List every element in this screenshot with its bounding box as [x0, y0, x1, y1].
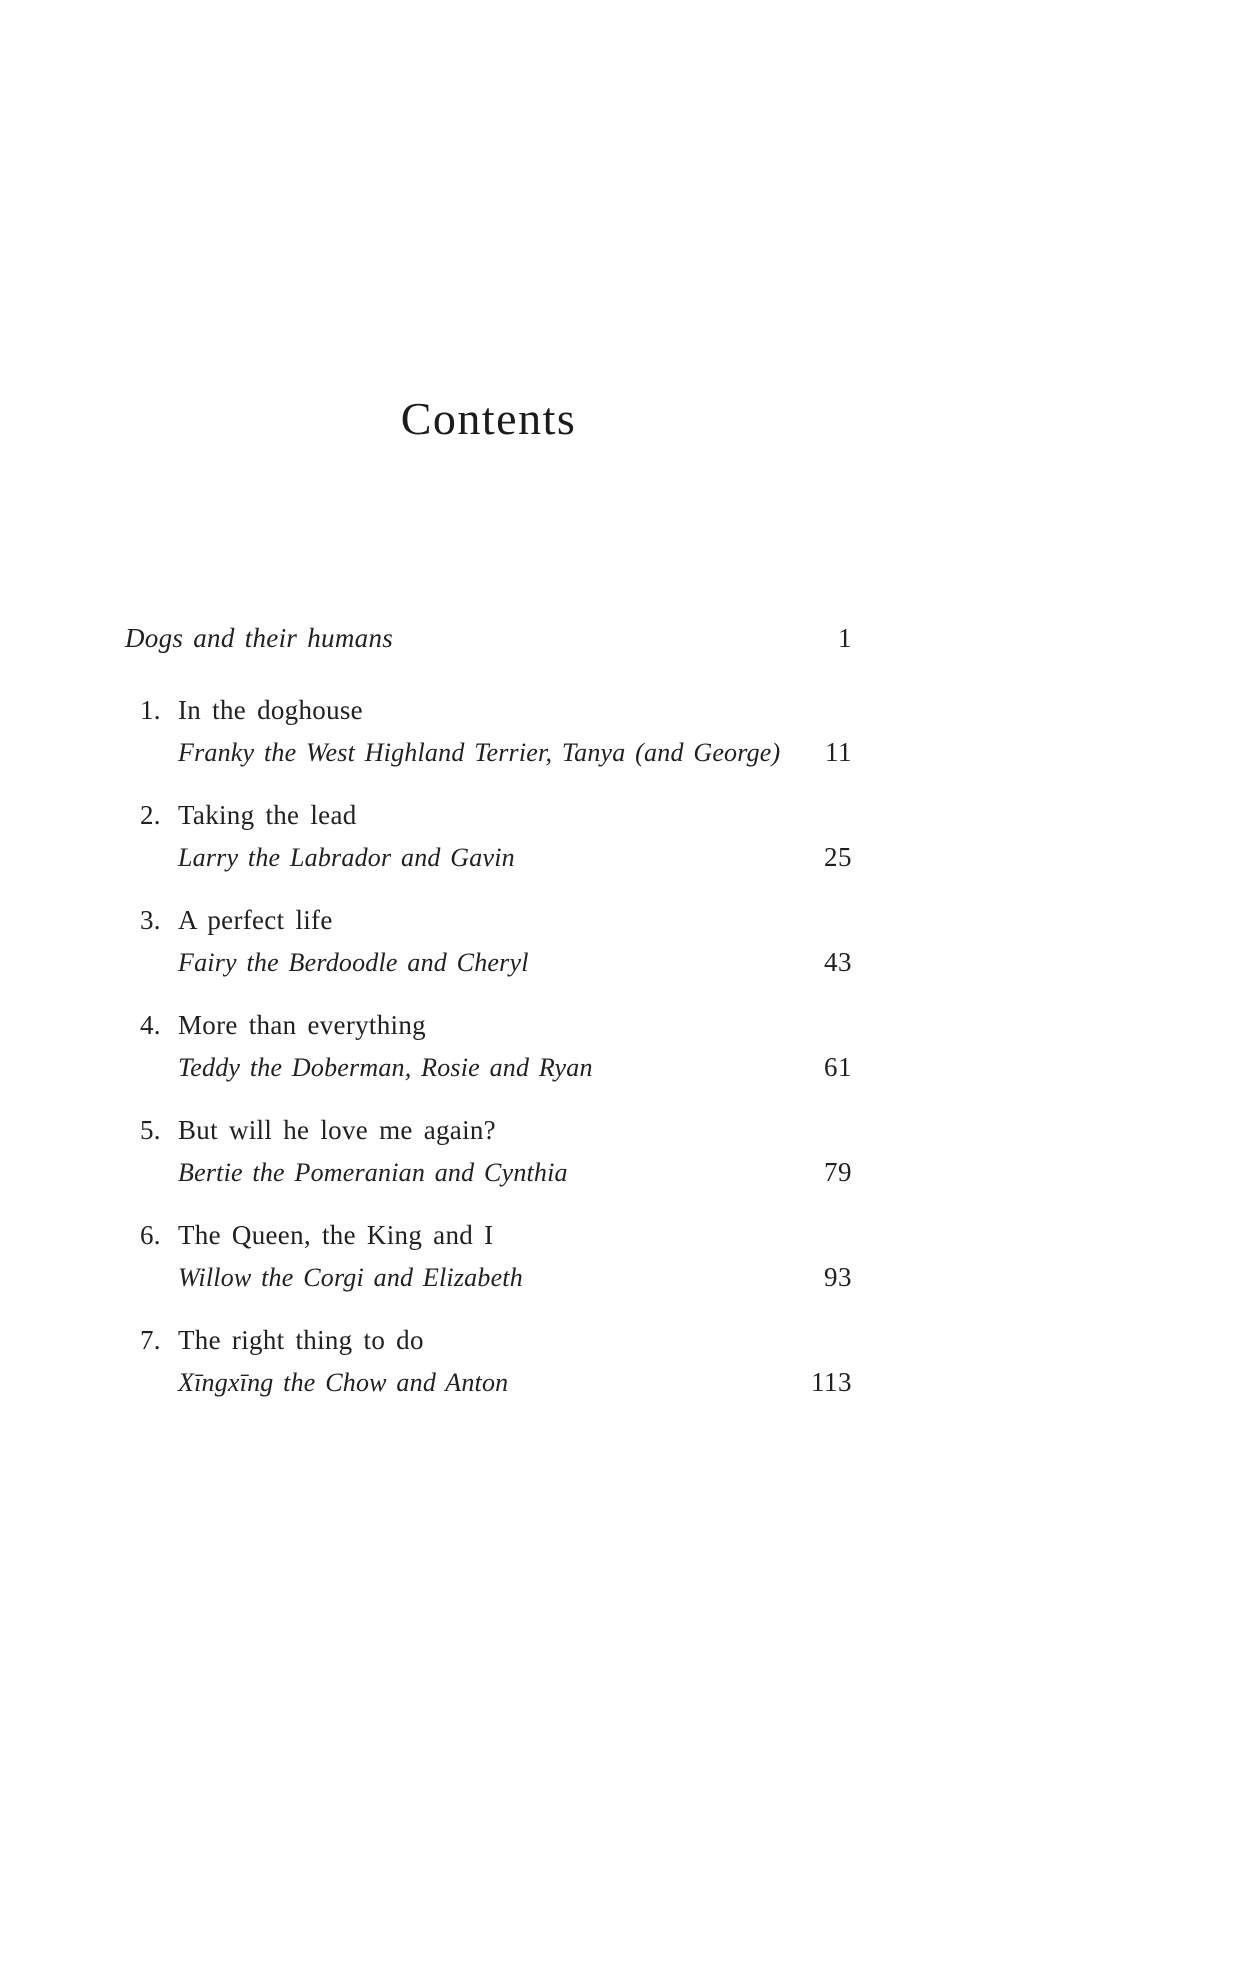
entry-title-row [125, 1004, 852, 1046]
entry-title-row [125, 1109, 852, 1151]
entry-title-row [125, 899, 852, 941]
entry-title-row [125, 1214, 852, 1256]
entry-title-row [125, 794, 852, 836]
toc-entry [125, 1004, 852, 1089]
entry-subtitle-row [125, 1361, 852, 1404]
entry-title: In the doghouse [178, 695, 363, 725]
entry-number: 5. [140, 1115, 161, 1145]
toc-intro-page-number: 1 [838, 623, 852, 653]
entry-title: But will he love me again? [178, 1115, 496, 1145]
entry-number: 7. [140, 1325, 161, 1355]
toc-entry [125, 689, 852, 774]
entry-page-number: 11 [825, 737, 852, 767]
entry-page-number: 61 [824, 1052, 852, 1082]
entry-subtitle: Bertie the Pomeranian and Cynthia [178, 1158, 568, 1187]
entry-page-number: 113 [811, 1367, 852, 1397]
entry-title: The right thing to do [178, 1325, 424, 1355]
entry-number: 4. [140, 1010, 161, 1040]
entry-number: 6. [140, 1220, 161, 1250]
entry-subtitle: Fairy the Berdoodle and Cheryl [178, 948, 529, 977]
entry-title: Taking the lead [178, 800, 357, 830]
entry-subtitle: Teddy the Doberman, Rosie and Ryan [178, 1053, 593, 1082]
entry-page-number: 93 [824, 1262, 852, 1292]
entry-subtitle-row [125, 1256, 852, 1299]
entry-subtitle: Xīngxīng the Chow and Anton [178, 1368, 509, 1397]
entry-title-row [125, 1319, 852, 1361]
entry-title: More than everything [178, 1010, 426, 1040]
entry-subtitle: Larry the Labrador and Gavin [178, 843, 515, 872]
toc-entry [125, 1109, 852, 1194]
entry-page-number: 25 [824, 842, 852, 872]
entry-title-row [125, 689, 852, 731]
entry-number: 2. [140, 800, 161, 830]
entry-subtitle: Willow the Corgi and Elizabeth [178, 1263, 523, 1292]
contents-column [125, 0, 852, 1404]
entry-subtitle-row [125, 1151, 852, 1194]
entry-subtitle-row [125, 836, 852, 879]
table-of-contents [125, 445, 852, 1404]
toc-entry [125, 1319, 852, 1404]
page-title: Contents [400, 393, 577, 444]
toc-entry [125, 1214, 852, 1299]
toc-intro-item [125, 617, 852, 659]
entry-title: A perfect life [178, 905, 333, 935]
toc-entry [125, 899, 852, 984]
entry-subtitle-row [125, 1046, 852, 1089]
entry-subtitle-row [125, 941, 852, 984]
toc-entry [125, 794, 852, 879]
entry-page-number: 43 [824, 947, 852, 977]
entry-number: 3. [140, 905, 161, 935]
entry-subtitle: Franky the West Highland Terrier, Tanya (and George) [178, 738, 781, 767]
entry-subtitle-row [125, 731, 852, 774]
entry-number: 1. [140, 695, 161, 725]
entry-page-number: 79 [824, 1157, 852, 1187]
entry-title: The Queen, the King and I [178, 1220, 494, 1250]
toc-intro-label: Dogs and their humans [125, 623, 394, 653]
